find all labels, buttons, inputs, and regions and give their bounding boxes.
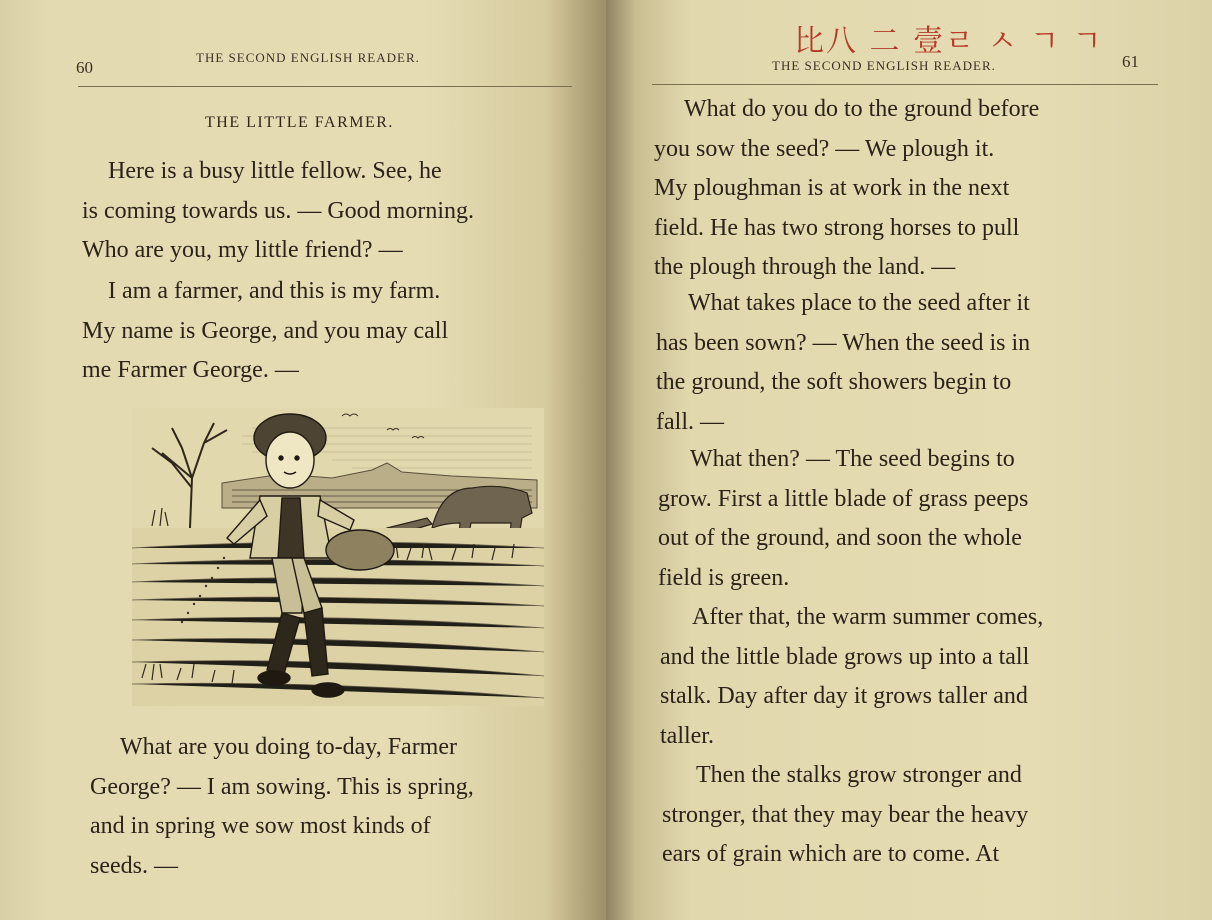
paragraph <box>654 90 1148 288</box>
text-line: What do you do to the ground before <box>684 96 1040 122</box>
paragraph <box>82 272 578 391</box>
text-line: I am a farmer, and this is my farm. <box>108 278 441 304</box>
page-number-left: 60 <box>76 58 93 77</box>
engraving-boy-sowing-seeds-icon <box>132 408 544 706</box>
chapter-title: THE LITTLE FARMER. <box>205 114 394 131</box>
text-line: My name is George, and you may call <box>82 317 449 344</box>
text-line: Then the stalks grow stronger and <box>696 762 1022 788</box>
text-line: me Farmer George. — <box>82 357 299 383</box>
text-line: field. He has two strong horses to pull <box>654 214 1020 241</box>
text-line: stalk. Day after day it grows taller and <box>660 683 1028 709</box>
text-line: out of the ground, and soon the whole <box>658 525 1022 551</box>
text-line: What then? — The seed begins to <box>690 446 1015 472</box>
text-line: and the little blade grows up into a tall <box>660 643 1030 670</box>
text-line: has been sown? — When the seed is in <box>656 329 1031 356</box>
right-page <box>606 0 1212 920</box>
paragraph <box>662 756 1156 875</box>
paragraph <box>656 284 1150 442</box>
text-line: fall. — <box>656 408 724 435</box>
paragraph <box>90 728 588 886</box>
handwritten-annotation <box>794 8 1104 68</box>
running-head-left: THE SECOND ENGLISH READER. <box>196 50 420 65</box>
text-line: the plough through the land. — <box>654 254 956 280</box>
page-number-right: 61 <box>1122 52 1139 71</box>
text-line: After that, the warm summer comes, <box>692 604 1044 630</box>
text-line: ears of grain which are to come. At <box>662 841 1000 867</box>
text-line: field is green. <box>658 564 790 591</box>
text-line: Who are you, my little friend? — <box>82 237 403 263</box>
text-line: seeds. — <box>90 852 178 879</box>
text-line: you sow the seed? — We plough it. <box>654 135 995 162</box>
text-line: Here is a busy little fellow. See, he <box>108 158 442 184</box>
paragraph <box>82 152 578 271</box>
handwritten-note-text: 比八 二 壹ㄹ ㅅ ㄱ ㄱ <box>794 24 1104 59</box>
paragraph <box>660 598 1154 756</box>
text-line: My ploughman is at work in the next <box>654 175 1010 201</box>
text-line: and in spring we sow most kinds of <box>90 813 431 839</box>
text-line: stronger, that they may bear the heavy <box>662 801 1029 828</box>
text-line: taller. <box>660 722 714 749</box>
text-line: George? — I am sowing. This is spring, <box>90 773 474 800</box>
text-line: What are you doing to-day, Farmer <box>120 734 457 760</box>
text-line: is coming towards us. — Good morning. <box>82 197 474 224</box>
text-line: the ground, the soft showers begin to <box>656 369 1012 395</box>
text-line: What takes place to the seed after it <box>688 290 1030 316</box>
paragraph <box>658 440 1152 598</box>
running-head-right: THE SECOND ENGLISH READER. <box>772 58 996 73</box>
text-line: grow. First a little blade of grass peeps <box>658 485 1029 512</box>
header-rule-left <box>78 86 572 87</box>
header-rule-right <box>652 84 1158 85</box>
